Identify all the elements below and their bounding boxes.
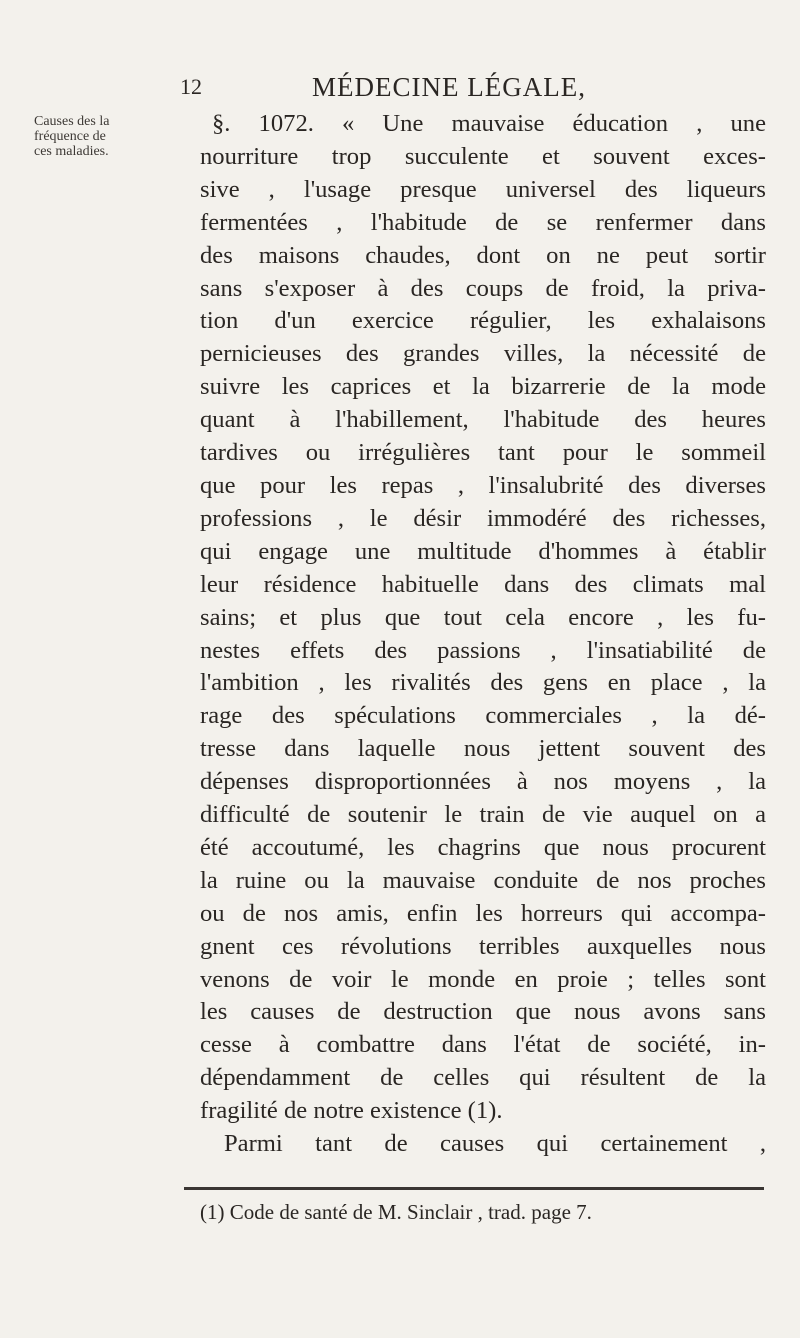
text-line: qui engage une multitude d'hommes à établir (200, 537, 766, 565)
text-line: leur résidence habituelle dans des climats mal (200, 570, 766, 598)
footnote-rule (184, 1187, 764, 1190)
running-title: MÉDECINE LÉGALE, (312, 72, 586, 102)
margin-note-line: ces maladies. (34, 144, 109, 159)
text-line: que pour les repas , l'insalubrité des diverses (200, 471, 766, 499)
text-line: pernicieuses des grandes villes, la nécessité de (200, 340, 766, 368)
text-line: l'ambition , les rivalités des gens en place , la (200, 669, 766, 697)
text-line: nourriture trop succulente et souvent exces- (200, 142, 766, 170)
text-line: professions , le désir immodéré des richesses, (200, 504, 766, 532)
text-line: Parmi tant de causes qui certainement , (224, 1130, 766, 1158)
text-line: tresse dans laquelle nous jettent souvent des (200, 735, 766, 763)
text-line: des maisons chaudes, dont on ne peut sortir (200, 241, 766, 269)
text-line: rage des spéculations commerciales , la dé- (200, 702, 766, 730)
text-line: les causes de destruction que nous avons sans (200, 998, 766, 1026)
body-text (200, 108, 766, 1161)
text-line: difficulté de soutenir le train de vie auquel on a (200, 801, 766, 829)
text-line: ou de nos amis, enfin les horreurs qui accompa- (200, 899, 766, 927)
margin-note-line: Causes des la (34, 114, 110, 129)
page-number: 12 (180, 74, 202, 99)
text-line: §. 1072. « Une mauvaise éducation , une (212, 110, 766, 137)
text-line: nestes effets des passions , l'insatiabilité de (200, 636, 766, 664)
margin-note-line: fréquence de (34, 129, 106, 144)
text-line: été accoutumé, les chagrins que nous procurent (200, 833, 766, 861)
text-line: suivre les caprices et la bizarrerie de la mode (200, 373, 766, 401)
text-line: sains; et plus que tout cela encore , les fu- (200, 603, 766, 631)
text-line: sive , l'usage presque universel des liqueurs (200, 175, 766, 203)
text-line: venons de voir le monde en proie ; telles sont (200, 965, 766, 993)
text-line: sans s'exposer à des coups de froid, la priva- (200, 274, 766, 302)
text-line: dépenses disproportionnées à nos moyens , la (200, 768, 766, 796)
text-line: tardives ou irrégulières tant pour le sommeil (200, 439, 766, 467)
text-line: tion d'un exercice régulier, les exhalaisons (200, 307, 766, 335)
text-line: dépendamment de celles qui résultent de la (200, 1064, 766, 1092)
text-line: fragilité de notre existence (1). (200, 1097, 503, 1125)
text-line: cesse à combattre dans l'état de société, in- (200, 1031, 766, 1059)
footnote: (1) Code de santé de M. Sinclair , trad. page 7. (200, 1200, 592, 1224)
text-line: quant à l'habillement, l'habitude des heures (200, 406, 766, 434)
margin-note (34, 114, 154, 159)
text-line: la ruine ou la mauvaise conduite de nos proches (200, 866, 766, 894)
text-line: fermentées , l'habitude de se renfermer dans (200, 208, 766, 236)
text-line: gnent ces révolutions terribles auxquelles nous (200, 932, 766, 960)
